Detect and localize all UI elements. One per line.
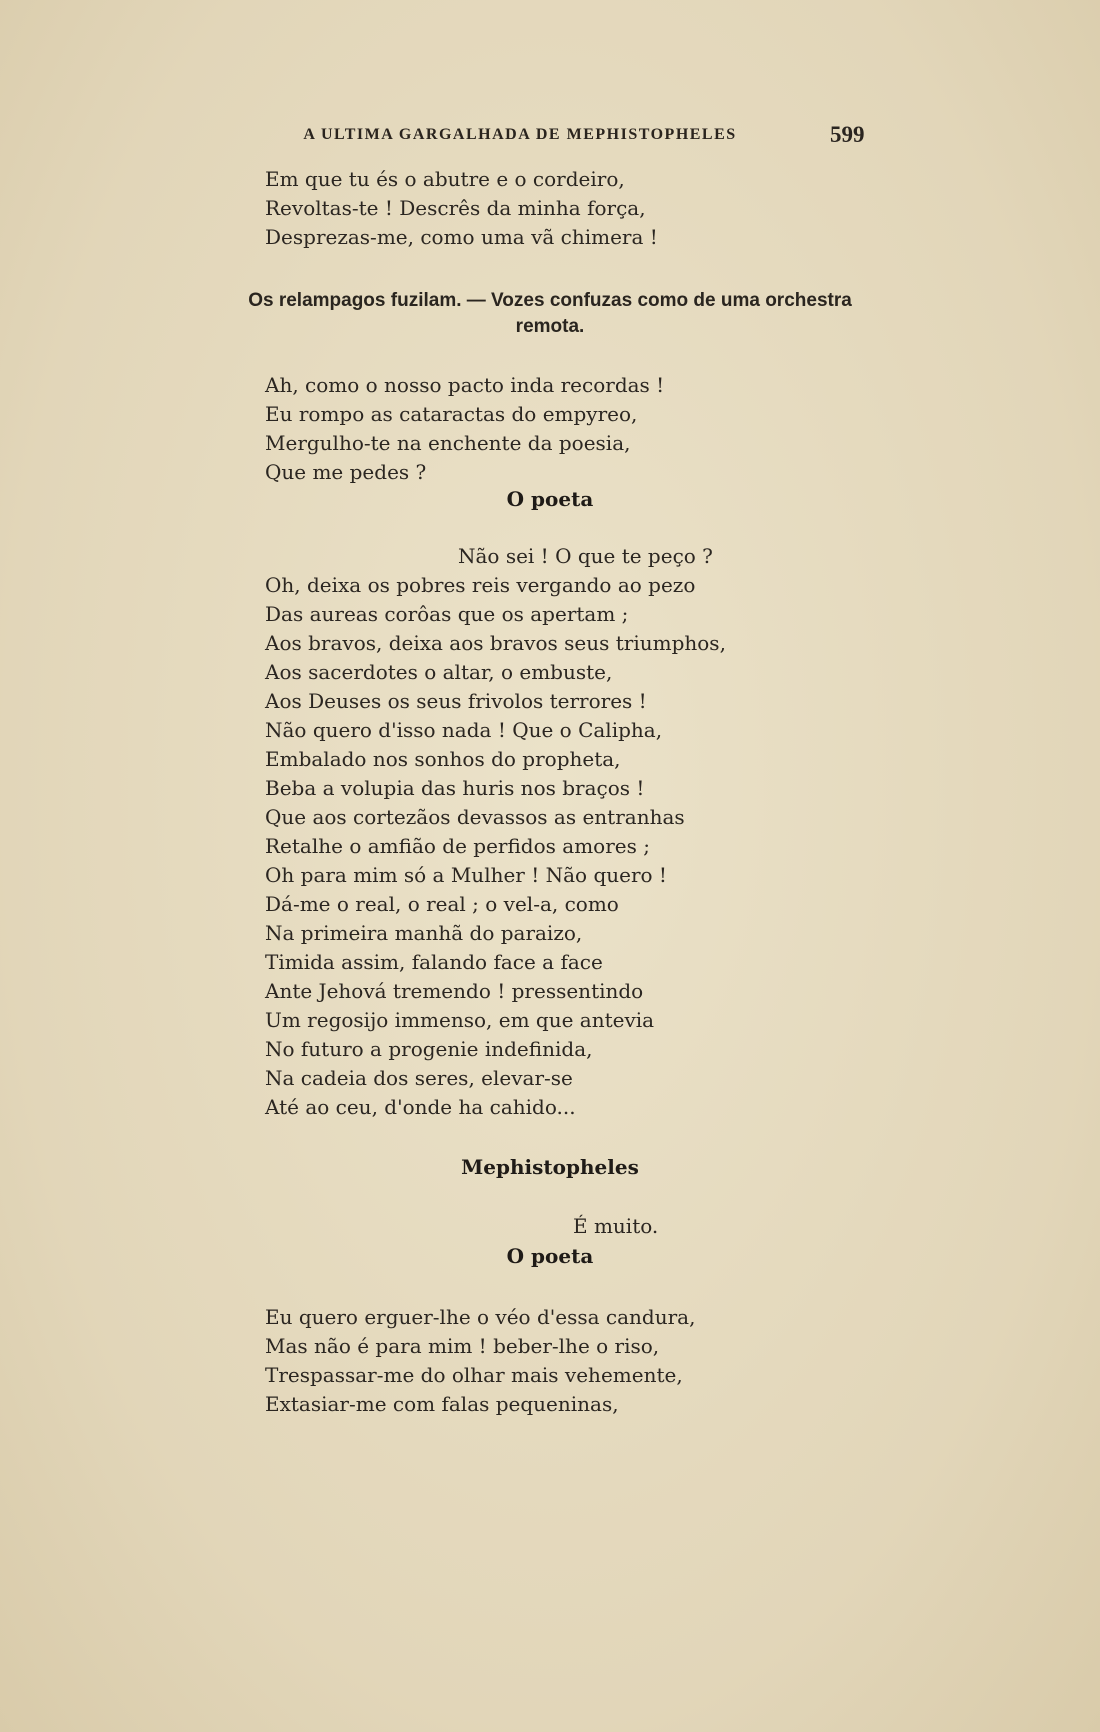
speaker-label: O poeta	[506, 1244, 594, 1268]
verse-line: Aos bravos, deixa aos bravos seus triumphos,	[265, 631, 726, 655]
verse-line: Eu quero erguer-lhe o véo d'essa candura,	[265, 1305, 696, 1329]
verse-line: Na cadeia dos seres, elevar-se	[265, 1066, 573, 1090]
verse-line: Oh para mim só a Mulher ! Não quero !	[265, 863, 667, 887]
verse-line: É muito.	[573, 1214, 659, 1238]
verse-line: Que me pedes ?	[265, 460, 427, 484]
verse-line: Um regosijo immenso, em que antevia	[265, 1008, 655, 1032]
verse-line: Revoltas-te ! Descrês da minha força,	[265, 196, 646, 220]
speaker-label: Mephistopheles	[461, 1155, 639, 1179]
page-number: 599	[830, 122, 865, 147]
verse-line: Até ao ceu, d'onde ha cahido...	[265, 1095, 576, 1119]
verse-line: Embalado nos sonhos do propheta,	[265, 747, 621, 771]
verse-line: Não quero d'isso nada ! Que o Calipha,	[265, 718, 663, 742]
verse-line: Em que tu és o abutre e o cordeiro,	[265, 167, 625, 191]
verse-line: Trespassar-me do olhar mais vehemente,	[265, 1363, 683, 1387]
verse-line: Aos sacerdotes o altar, o embuste,	[265, 660, 613, 684]
verse-line: Eu rompo as cataractas do empyreo,	[265, 402, 638, 426]
verse-line: Desprezas-me, como uma vã chimera !	[265, 225, 658, 249]
verse-line: Beba a volupia das huris nos braços !	[265, 776, 645, 800]
verse-line: Mergulho-te na enchente da poesia,	[265, 431, 631, 455]
verse-line: No futuro a progenie indefinida,	[265, 1037, 593, 1061]
stage-direction-line-1: Os relampagos fuzilam. — Vozes confuzas como de uma orchestra	[248, 290, 852, 311]
verse-line: Das aureas corôas que os apertam ;	[265, 602, 629, 626]
verse-line: Na primeira manhã do paraizo,	[265, 921, 583, 945]
verse-line: Dá-me o real, o real ; o vel-a, como	[265, 892, 619, 916]
verse-line: Mas não é para mim ! beber-lhe o riso,	[265, 1334, 660, 1358]
running-title: A ULTIMA GARGALHADA DE MEPHISTOPHELES	[303, 126, 737, 143]
speaker-label: O poeta	[506, 487, 594, 511]
verse-line: Ah, como o nosso pacto inda recordas !	[265, 373, 665, 397]
stage-direction-line-2: remota.	[515, 316, 585, 337]
verse-line: Ante Jehová tremendo ! pressentindo	[265, 979, 644, 1003]
verse-line: Não sei ! O que te peço ?	[458, 544, 713, 568]
verse-line: Extasiar-me com falas pequeninas,	[265, 1392, 619, 1416]
verse-line: Timida assim, falando face a face	[265, 950, 603, 974]
verse-line: Retalhe o amfião de perfidos amores ;	[265, 834, 650, 858]
verse-line: Que aos cortezãos devassos as entranhas	[265, 805, 685, 829]
verse-line: Oh, deixa os pobres reis vergando ao pezo	[265, 573, 696, 597]
verse-line: Aos Deuses os seus frivolos terrores !	[265, 689, 647, 713]
